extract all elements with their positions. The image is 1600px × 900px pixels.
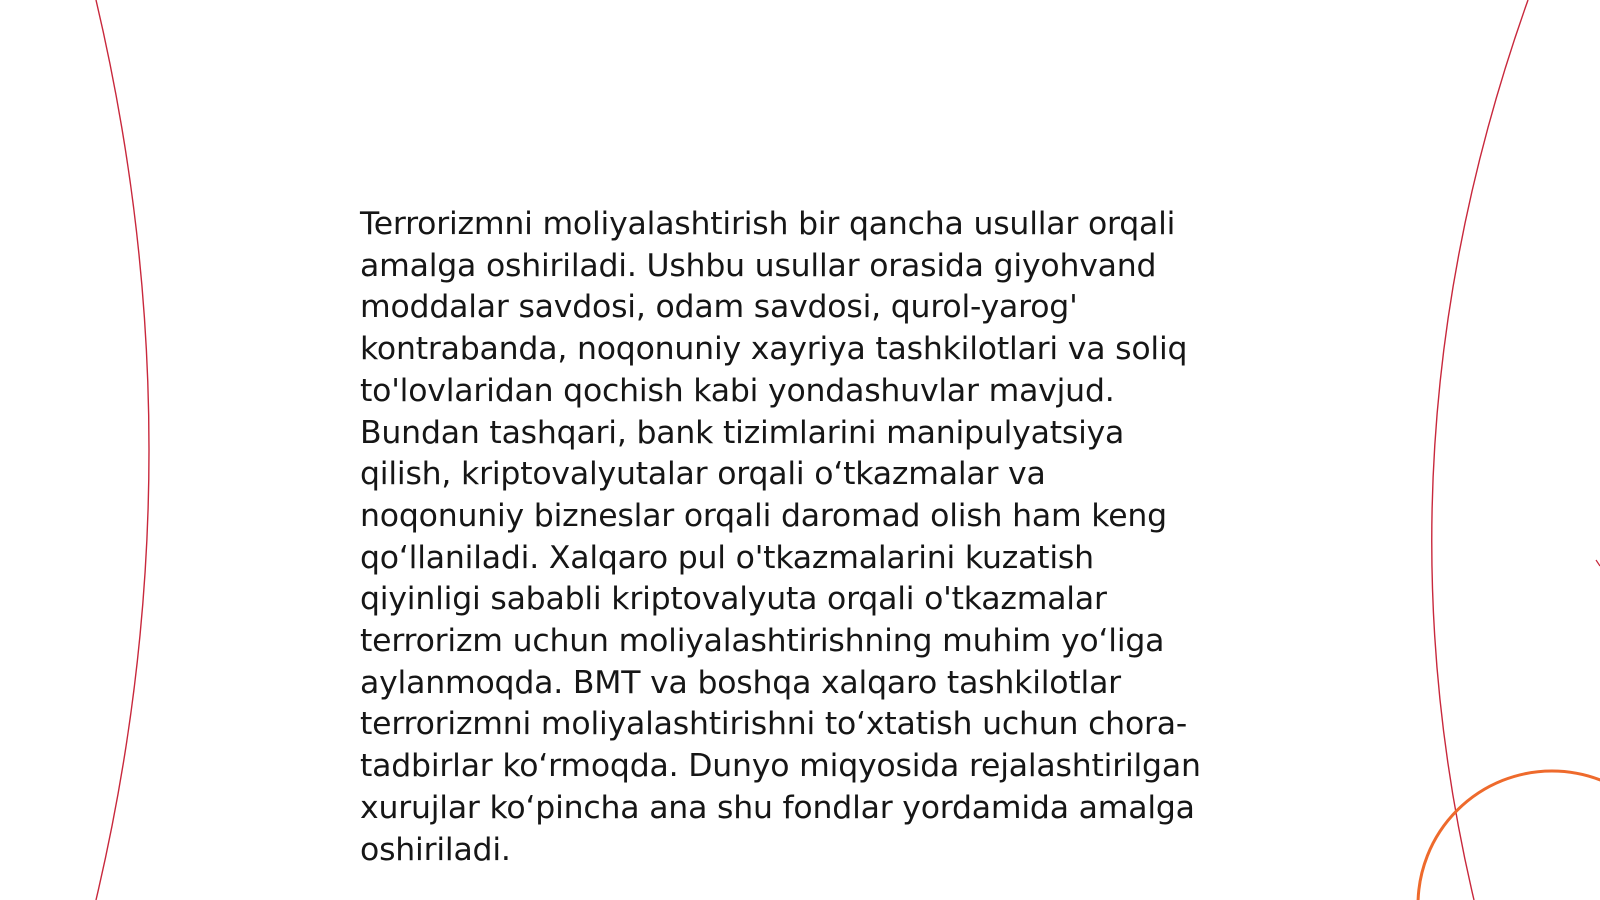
body-line: kontrabanda, noqonuniy xayriya tashkilotlari va soliq	[360, 331, 1188, 368]
body-line: qo‘llaniladi. Xalqaro pul o'tkazmalarini kuzatish	[360, 539, 1094, 576]
body-line: terrorizmni moliyalashtirishni to‘xtatish uchun chora-	[360, 706, 1188, 743]
body-line: noqonuniy bizneslar orqali daromad olish ham keng	[360, 497, 1167, 534]
body-line: Bundan tashqari, bank tizimlarini manipulyatsiya	[360, 414, 1125, 451]
body-line: Terrorizmni moliyalashtirish bir qancha usullar orqali	[360, 206, 1176, 242]
right-red-arc	[1432, 0, 1528, 900]
body-line: xurujlar ko‘pincha ana shu fondlar yordamida amalga	[360, 789, 1195, 826]
body-line: to'lovlaridan qochish kabi yondashuvlar mavjud.	[360, 372, 1115, 409]
body-line: aylanmoqda. BMT va boshqa xalqaro tashkilotlar	[360, 664, 1121, 701]
body-line: moddalar savdosi, odam savdosi, qurol-yarog'	[360, 289, 1078, 326]
body-line: oshiriladi.	[360, 831, 511, 868]
body-line: tadbirlar ko‘rmoqda. Dunyo miqyosida rejalashtirilgan	[360, 748, 1201, 785]
left-red-arc	[96, 0, 149, 900]
right-edge-tick	[1596, 560, 1600, 566]
body-line: qilish, kriptovalyutalar orqali o‘tkazmalar va	[360, 456, 1046, 493]
orange-circle-arc	[1418, 771, 1600, 900]
body-line: amalga oshiriladi. Ushbu usullar orasida giyohvand	[360, 247, 1157, 284]
body-line: qiyinligi sababli kriptovalyuta orqali o'tkazmalar	[360, 581, 1107, 618]
body-paragraph	[360, 204, 1260, 871]
body-line: terrorizm uchun moliyalashtirishning muhim yo‘liga	[360, 623, 1165, 660]
